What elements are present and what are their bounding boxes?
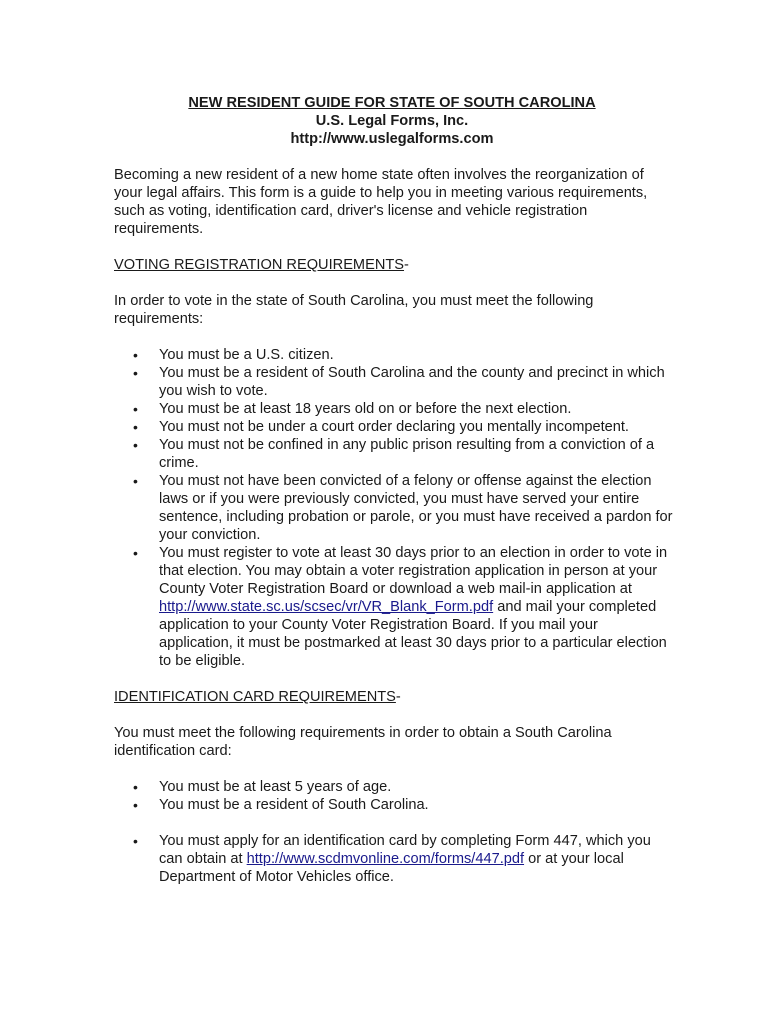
id-card-requirements-list [114, 778, 674, 814]
list-item-text: You must be at least 18 years old on or before the next election. [159, 401, 572, 417]
list-item-text: You must be a resident of South Carolina. [159, 797, 429, 813]
list-item [114, 436, 674, 472]
list-item [114, 472, 674, 544]
list-item [114, 544, 674, 670]
list-item-text: You must not be confined in any public prison resulting from a conviction of a crime. [159, 437, 655, 471]
list-item-text: or at your local Department of Motor Vehicles office. [159, 851, 624, 885]
intro-paragraph: Becoming a new resident of a new home state often involves the reorganization of your legal affairs. This form is a guide to help you in meeting various requirements, such as voting, identification card, driver's license and vehicle registration requirements. [114, 167, 648, 237]
id-card-lead-paragraph: You must meet the following requirements in order to obtain a South Carolina identification card: [114, 725, 612, 759]
list-item-text: You must be at least 5 years of age. [159, 779, 392, 795]
list-item-text: and mail your completed application to your County Voter Registration Board. If you mail your application, it must be postmarked at least 30 days prior to a particular election to be eligible. [159, 599, 667, 669]
bullet-icon: • [133, 545, 138, 561]
bullet-icon: • [133, 419, 138, 435]
document-title: NEW RESIDENT GUIDE FOR STATE OF SOUTH CAROLINA [188, 95, 596, 111]
voting-lead-paragraph: In order to vote in the state of South Carolina, you must meet the following requirements: [114, 293, 594, 327]
bullet-icon: • [133, 401, 138, 417]
bullet-icon: • [133, 347, 138, 363]
id-card-heading-suffix: - [395, 689, 401, 705]
list-item [114, 778, 674, 796]
company-name: U.S. Legal Forms, Inc. [315, 113, 469, 129]
document-header [110, 94, 674, 148]
voter-registration-form-link[interactable]: http://www.state.sc.us/scsec/vr/VR_Blank_Form.pdf [159, 599, 494, 615]
voting-heading-suffix: - [404, 257, 409, 273]
list-item-text: You must be a resident of South Carolina and the county and precinct in which you wish to vote. [159, 365, 665, 399]
form-447-link[interactable]: http://www.scdmvonline.com/forms/447.pdf [246, 851, 525, 867]
voting-requirements-list [114, 346, 674, 670]
list-item [114, 400, 674, 418]
list-item [114, 832, 674, 886]
bullet-icon: • [133, 365, 138, 381]
bullet-icon: • [133, 797, 138, 813]
bullet-icon: • [133, 437, 138, 453]
document-page [114, 94, 674, 886]
bullet-icon: • [133, 473, 138, 489]
list-item-text: You must not have been convicted of a felony or offense against the election laws or if you were previously convicted, you must have served your entire sentence, including probation or parole, or you must have received a pardon for your conviction. [159, 473, 673, 543]
list-item [114, 364, 674, 400]
bullet-icon: • [133, 779, 138, 795]
list-item-text: You must register to vote at least 30 days prior to an election in order to vote in that election. You may obtain a voter registration application in person at your County Voter Registration Board or download a web mail-in application at [159, 545, 668, 597]
id-card-apply-list [114, 832, 674, 886]
id-card-section-heading [114, 688, 674, 706]
voting-heading-text: VOTING REGISTRATION REQUIREMENTS [114, 257, 405, 273]
list-item-text: You must apply for an identification card by completing Form 447, which you can obtain at [159, 833, 651, 867]
list-item [114, 796, 674, 814]
list-item [114, 346, 674, 364]
company-website: http://www.uslegalforms.com [290, 131, 494, 147]
bullet-icon: • [133, 833, 138, 849]
voting-section-heading [114, 256, 674, 274]
list-item [114, 418, 674, 436]
id-card-heading-text: IDENTIFICATION CARD REQUIREMENTS [114, 689, 396, 705]
list-item-text: You must be a U.S. citizen. [159, 347, 334, 363]
list-item-text: You must not be under a court order declaring you mentally incompetent. [159, 419, 629, 435]
